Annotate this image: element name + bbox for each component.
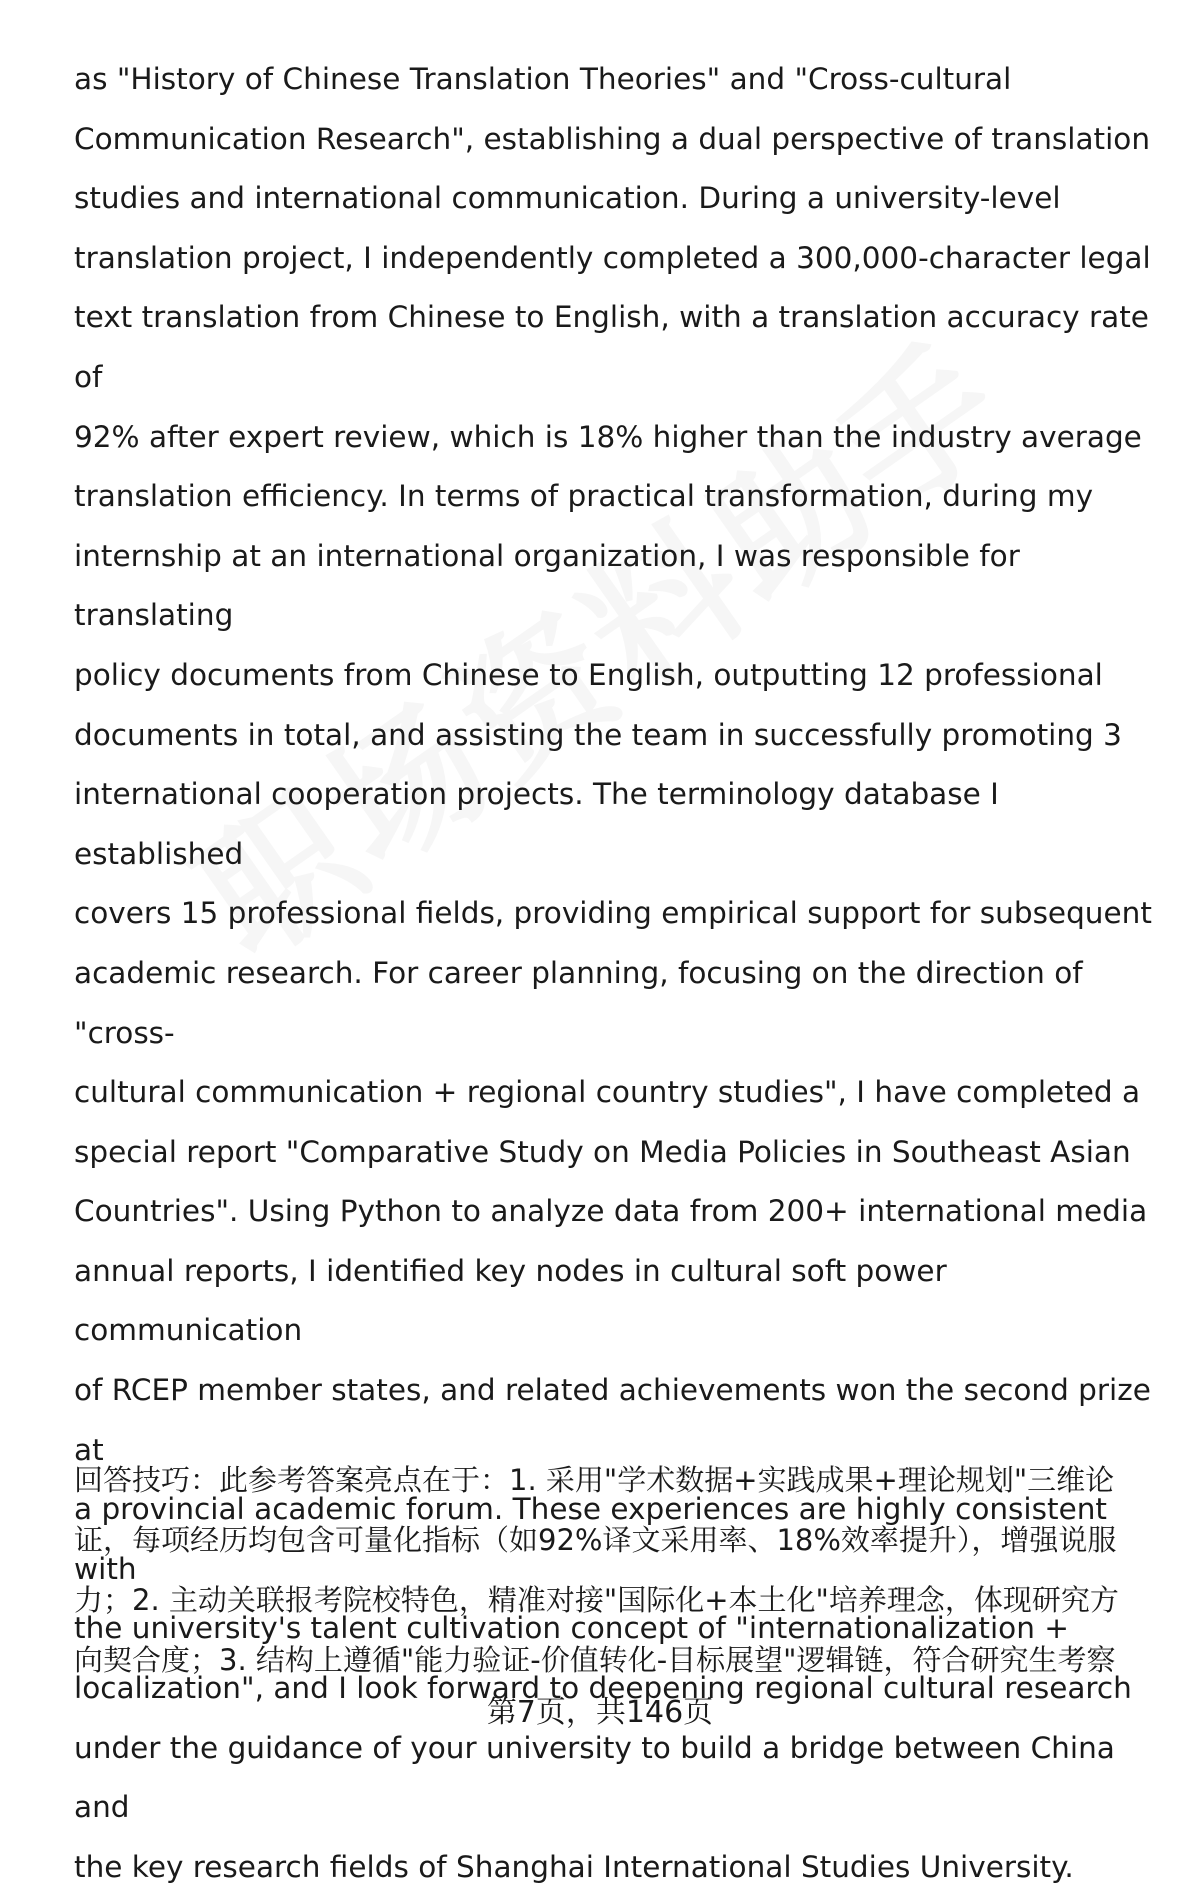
page-number-footer: 第7页，共146页: [486, 1695, 714, 1730]
answer-tips-paragraph: 回答技巧：此参考答案亮点在于：1. 采用"学术数据+实践成果+理论规划"三维论 证，每项经历均包含可量化指标（如92%译文采用率、18%效率提升），增强说服 力；2. 主动关联报考院校特色，精准对接"国际化+本土化"培养理念，体现研究方 向契合度；3. 结构上遵循"能力验证-价值转化-目标展望"逻辑链，符合研究生考察: [74, 1463, 1119, 1677]
body-paragraph: as "History of Chinese Translation Theories" and "Cross-cultural Communication Research", establishing a dual perspective of translation studies and international communication. During a university-level translation project, I independently completed a 300,000-character legal text translation from Chinese to English, with a translation accuracy rate of 92% after expert review, which is 18% higher than the industry average translation efficiency. In terms of practical transformation, during my internship at an international organization, I was responsible for translating policy documents from Chinese to English, outputting 12 professional documents in total, and assisting the team in successfully promoting 3 international cooperation projects. The terminology database I established covers 15 professional fields, providing empirical support for subsequent academic research. For career planning, focusing on the direction of "cross- cultural communication + regional country studies", I have completed a special report "Comparative Study on Media Policies in Southeast Asian Countries". Using Python to analyze data from 200+ international media annual reports, I identified key nodes in cultural soft power communication of RCEP member states, and related achievements won the second prize at a provincial academic forum. These experiences are highly consistent with the university's talent cultivation concept of "internationalization + localization", and I look forward to deepening regional cultural research under the guidance of your university to build a bridge between China and the key research fields of Shanghai International Studies University.: [74, 62, 1152, 1884]
